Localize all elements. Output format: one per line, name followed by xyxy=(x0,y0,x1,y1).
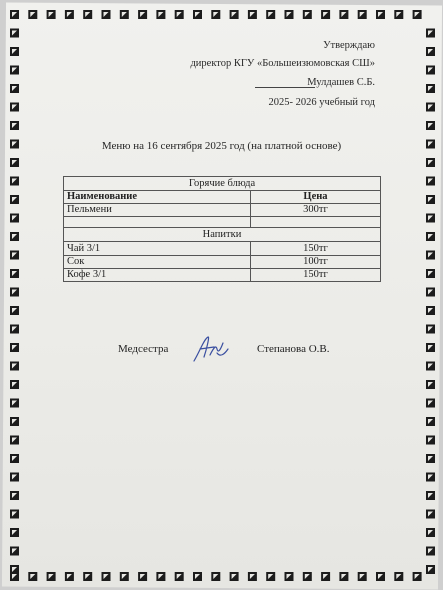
menu-table xyxy=(63,176,381,282)
table-row xyxy=(64,256,381,269)
table-row-empty xyxy=(64,217,381,228)
approval-line-1: Утверждаю xyxy=(323,40,375,51)
signature-name: Степанова О.В. xyxy=(257,343,330,355)
item-price: 300тг xyxy=(251,204,381,217)
section-drinks: Напитки xyxy=(64,228,381,242)
column-header-name: Наименование xyxy=(64,191,251,204)
item-name: Кофе 3/1 xyxy=(64,269,251,282)
handwritten-signature xyxy=(190,333,230,365)
signature-role: Медсестра xyxy=(118,343,169,355)
table-row xyxy=(64,269,381,282)
document-page xyxy=(2,2,442,589)
menu-title: Меню на 16 сентября 2025 год (на платной основе) xyxy=(101,140,342,152)
table-row xyxy=(64,242,381,256)
item-price: 150тг xyxy=(251,269,381,282)
section-hot-dishes: Горячие блюда xyxy=(64,177,381,191)
item-name: Пельмени xyxy=(64,204,251,217)
approval-line-3: Мулдашев С.Б. xyxy=(307,77,375,88)
item-price: 150тг xyxy=(251,242,381,256)
approval-line-4: 2025- 2026 учебный год xyxy=(268,97,375,108)
approval-line-2: директор КГУ «Большеизюмовская СШ» xyxy=(190,58,375,69)
column-header-price: Цена xyxy=(251,191,381,204)
item-price: 100тг xyxy=(251,256,381,269)
table-row xyxy=(64,204,381,217)
approval-signature-line xyxy=(255,87,315,88)
item-name: Сок xyxy=(64,256,251,269)
item-name: Чай 3/1 xyxy=(64,242,251,256)
